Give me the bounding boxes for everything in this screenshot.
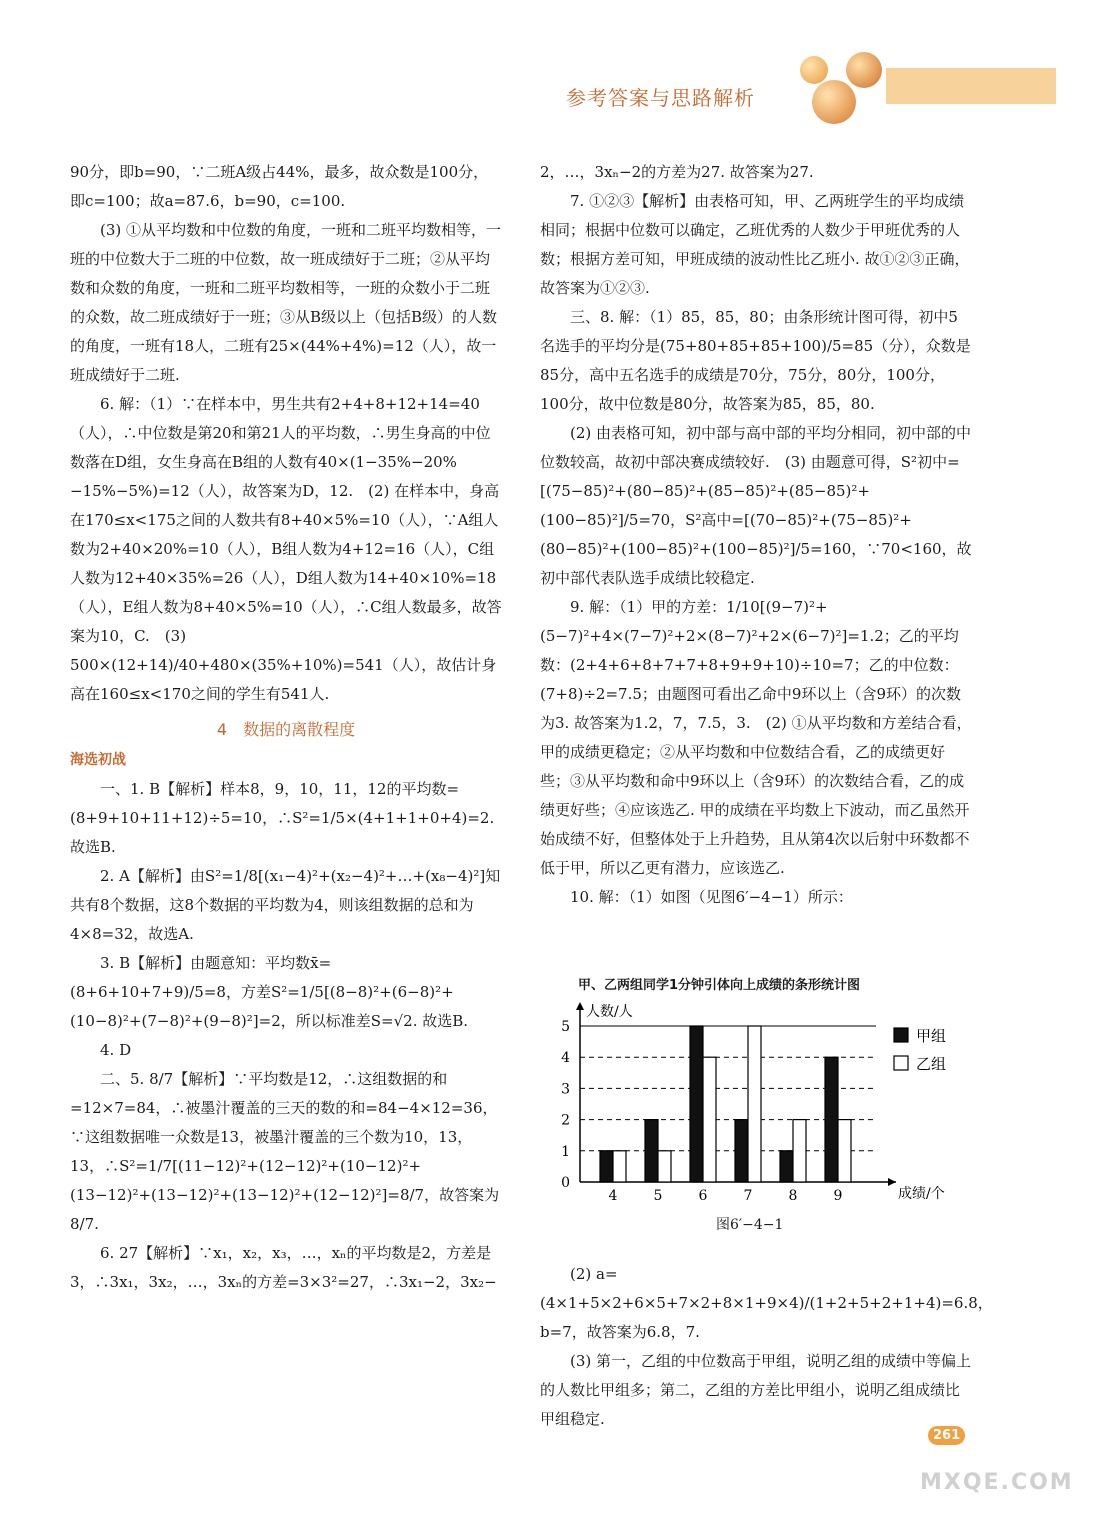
answer-item: 2. A【解析】由S²=1/8[(x₁−4)²+(x₂−4)²+…+(x₈−4)²]知共有8个数据，这8个数据的平均数为4，则该组数据的总和为4×8=32，故选A. [70, 867, 501, 943]
answer-item: 10. 解：（1）如图（见图6′−4−1）所示： [570, 888, 853, 906]
page-title: 参考答案与思路解析 [566, 86, 755, 110]
legend-swatch [894, 1028, 908, 1042]
header-bar [886, 68, 1056, 104]
answer-item: 7. ①②③【解析】由表格可知，甲、乙两班学生的平均成绩相同；根据中位数可以确定，乙班优秀的人数少于甲班优秀的人数；根据方差可知，甲班成绩的波动性比乙班小. 故①②③正确，故答案为①②③. [540, 192, 970, 297]
x-tick-label: 5 [653, 1188, 663, 1204]
answer-item: 3. B【解析】由题意知：平均数x̄=(8+6+10+7+9)/5=8，方差S²=1/5[(8−8)²+(6−8)²+(10−8)²+(7−8)²+(9−8)²]=2，所以标准差S=√2. 故选B. [70, 954, 469, 1030]
x-tick-label: 6 [698, 1188, 708, 1204]
legend-label: 乙组 [916, 1055, 947, 1073]
paragraph: 90分，即b=90，∵二班A级占44%，最多，故众数是100分，即c=100；故a=87.6，b=90，c=100. [70, 163, 489, 210]
answer-item: 三、8. 解：（1）85，85，80；由条形统计图可得，初中5名选手的平均分是(75+80+85+85+100)/5=85（分），众数是85分，高中五名选手的成绩是70分，75分，80分，100分，100分，故中位数是80分，故答案为85，85，80. [540, 308, 971, 413]
y-axis-arrow [576, 1002, 584, 1010]
x-axis-label: 成绩/个 [898, 1186, 945, 1202]
y-axis-label: 人数/人 [586, 1004, 633, 1020]
answer-item: 6. 27【解析】∵x₁，x₂，x₃，…，xₙ的平均数是2，方差是3，∴3x₁，3x₂，…，3xₙ的方差=3×3²=27，∴3x₁−2，3x₂− [70, 1244, 497, 1291]
bar-chart [548, 994, 988, 1212]
bar-jia [690, 1026, 703, 1182]
legend-swatch [894, 1056, 908, 1070]
bar-yi [793, 1120, 806, 1182]
answer-item: 二、5. 8/7【解析】∵平均数是12，∴这组数据的和=12×7=84，∴被墨汁覆盖的三天的数的和=84−4×12=36，∵这组数据唯一众数是13，被墨汁覆盖的三个数为10，13，13，∴S²=1/7[(11−12)²+(12−12)²+(10−12)²+(13−12)²+(13−12)²+(13−12)²+(12−12)²]=8/7，故答案为8/7. [70, 1070, 500, 1233]
answer-item: (3) 第一，乙组的中位数高于甲组，说明乙组的成绩中等偏上的人数比甲组多；第二，乙组的方差比甲组小，说明乙组成绩比甲组稳定. [540, 1352, 972, 1428]
answer-item: 9. 解：（1）甲的方差：1/10[(9−7)²+(5−7)²+4×(7−7)²+2×(8−7)²+2×(6−7)²]=1.2；乙的平均数：(2+4+6+8+7+7+8+9+9+10)÷10=7；乙的中位数：(7+8)÷2=7.5；由题图可看出乙命中9环以上（含9环）的次数为3. 故答案为1.2，7，7.5，3. (2) ①从平均数和方差结合看，甲的成绩更稳定；②从平均数和中位数结合看，乙的成绩更好些；③从平均数和命中9环以上（含9环）的次数结合看，乙的成绩更好些；④应该选乙. 甲的成绩在平均数上下波动，而乙虽然开始成绩不好，但整体处于上升趋势，且从第4次以后射中环数都不低于甲，所以乙更有潜力，应该选乙. [540, 598, 972, 877]
bar-jia [735, 1120, 748, 1182]
subsection-title: 海选初战 [70, 752, 126, 768]
right-column-after-chart [540, 1260, 993, 1434]
x-tick-label: 4 [608, 1188, 618, 1204]
x-axis-arrow [888, 1178, 896, 1186]
answer-item: (2) 由表格可知，初中部与高中部的平均分相同，初中部的中位数较高，故初中部决赛成绩较好. (3) 由题意可得，S²初中=[(75−85)²+(80−85)²+(85−85)²+(85−85)²+(100−85)²]/5=70，S²高中=[(70−85)²+(75−85)²+(80−85)²+(100−85)²+(100−85)²]/5=160，∵70<160，故初中部代表队选手成绩比较稳定. [540, 424, 972, 587]
answer-item: 4. D [100, 1041, 132, 1059]
bar-jia [780, 1151, 793, 1182]
chart-svg [548, 994, 988, 1212]
answer-item: 一、1. B【解析】样本8，9，10，11，12的平均数=(8+9+10+11+12)÷5=10，∴S²=1/5×(4+1+1+0+4)=2. 故选B. [70, 780, 495, 856]
planet-decoration-icon [812, 80, 856, 124]
y-tick-label: 5 [561, 1019, 570, 1035]
bar-jia [645, 1120, 658, 1182]
legend-label: 甲组 [916, 1027, 947, 1045]
page-number: 261 [928, 1426, 965, 1445]
bar-jia [600, 1151, 613, 1182]
x-tick-label: 8 [788, 1188, 798, 1204]
figure-caption: 图6′−4−1 [716, 1217, 784, 1233]
page-header [0, 0, 1096, 140]
bar-yi [748, 1026, 761, 1182]
bar-yi [658, 1151, 671, 1182]
answer-item: (2) a=(4×1+5×2+6×5+7×2+8×1+9×4)/(1+2+5+2+1+4)=6.8，b=7，故答案为6.8，7. [540, 1265, 993, 1341]
y-tick-label: 4 [561, 1050, 570, 1067]
paragraph: 6. 解：（1）∵在样本中，男生共有2+4+8+12+14=40（人），∴中位数是第20和第21人的平均数，∴男生身高的中位数落在D组，女生身高在B组的人数有40×(1−35%−20%−15%−5%)=12（人），故答案为D，12. (2) 在样本中，身高在170≤x<175之间的人数共有8+40×5%=10（人），∵A组人数为2+40×20%=10（人），B组人数为4+12=16（人），C组人数为12+40×35%=26（人），D组人数为14+40×10%=18（人），E组人数为8+40×5%=10（人），∴C组人数最多，故答案为10，C. (3) 500×(12+14)/40+480×(35%+10%)=541（人），故估计身高在160≤x<170之间的学生有541人. [70, 395, 502, 703]
left-column [70, 158, 502, 1297]
x-tick-label: 9 [833, 1188, 843, 1204]
y-tick-label: 2 [561, 1112, 570, 1129]
bar-jia [825, 1057, 838, 1182]
paragraph: (3) ①从平均数和中位数的角度，一班和二班平均数相等，一班的中位数大于二班的中位数，故一班成绩好于二班；②从平均数和众数的角度，一班和二班平均数相等，一班的众数小于二班的众数，故二班成绩好于一班；③从B级以上（包括B级）的人数的角度，一班有18人，二班有25×(44%+4%)=12（人），故一班成绩好于二班. [70, 221, 502, 384]
right-column [540, 158, 972, 912]
y-tick-label: 3 [561, 1081, 570, 1098]
planet-decoration-icon [800, 56, 828, 84]
bar-yi [838, 1120, 851, 1182]
chart-title: 甲、乙两组同学1分钟引体向上成绩的条形统计图 [578, 978, 861, 993]
planet-decoration-icon [846, 52, 882, 88]
bar-yi [613, 1151, 626, 1182]
y-tick-label: 1 [561, 1143, 570, 1160]
watermark: MXQE.COM [920, 1470, 1074, 1495]
section-title: 4 数据的离散程度 [216, 720, 356, 739]
x-tick-label: 7 [743, 1188, 753, 1204]
bar-yi [703, 1057, 716, 1182]
paragraph: 2，…，3xₙ−2的方差为27. 故答案为27. [540, 163, 814, 181]
y-tick-label: 0 [561, 1175, 570, 1191]
